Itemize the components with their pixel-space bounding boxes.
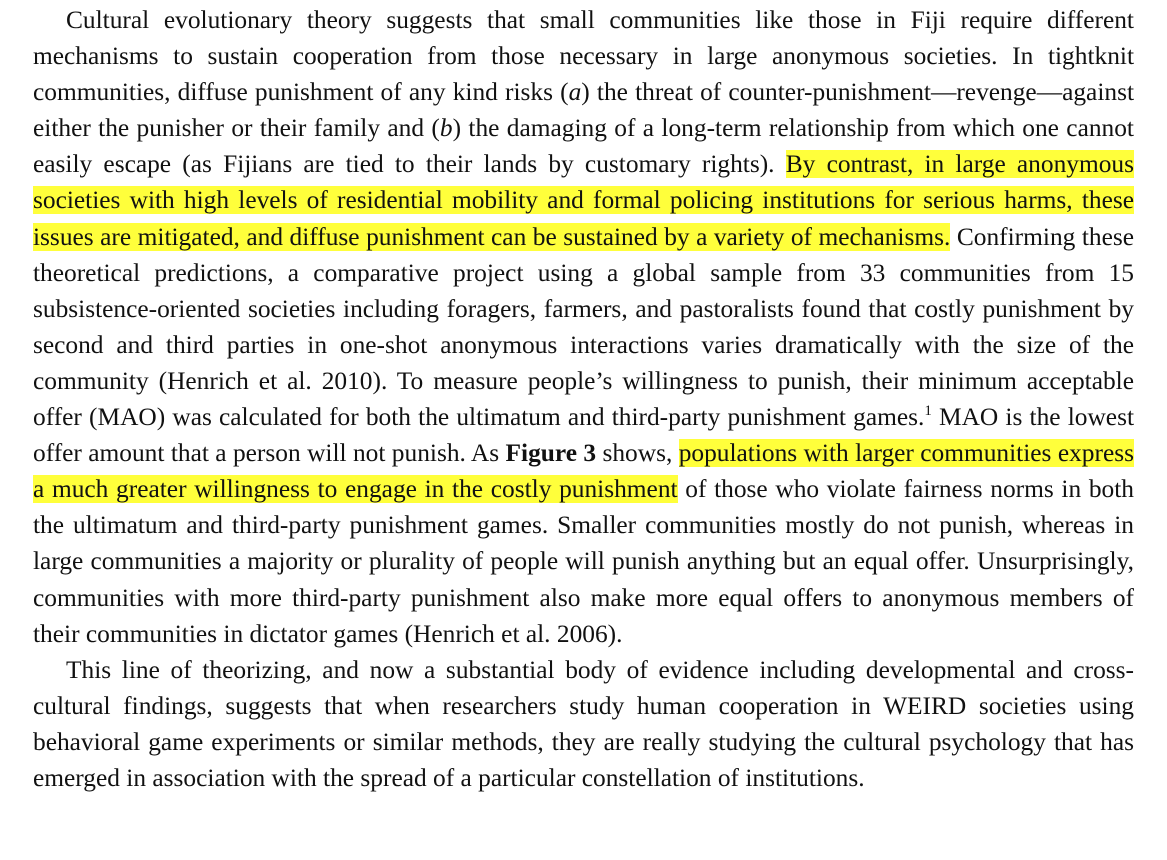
paragraph-text: Cultural evolutionary theory suggests that small communities like those in Fiji require different mechanisms to sustain cooperation from those necessary in large anonymous societies. In tightknit communities, diffuse punishment of any kind risks (: [33, 6, 1134, 107]
paragraph-text: ) the threat of counter-punishment—revenge—against either the punisher or their family and (: [33, 78, 1135, 143]
document-page: [33, 2, 1134, 796]
paragraph-text: shows,: [596, 439, 679, 468]
paragraph-text: MAO is the lowest offer amount that a person will not punish. As: [33, 403, 1135, 468]
paragraph-text: of those who violate fairness norms in both the ultimatum and third-party punishment games. Smaller communities mostly do not punish, whereas in large communities a majority or plurality of people will punish anything but an equal offer. Unsurprisingly, communities with more third-party punishment also make more equal offers to anonymous members of their communities in dictator games (Henrich et al. 2006).: [33, 475, 1134, 648]
italic-label-b: b: [439, 114, 453, 143]
highlighted-passage-2[interactable]: populations with larger communities express a much greater willingness to engage in the costly punishment: [33, 439, 1134, 504]
paragraph-line-of-theorizing: [33, 652, 1134, 796]
paragraph-cultural-evolutionary-theory: [33, 2, 1134, 652]
paragraph-text: Confirming these theoretical predictions, a comparative project using a global sample from 33 communities from 15 subsistence-oriented societies including foragers, farmers, and pastoralists found that costly punishment by second and third parties in one-shot anonymous interactions varies dramatically with the size of the community (Henrich et al. 2010). To measure people’s willingness to punish, their minimum acceptable offer (MAO) was calculated for both the ultimatum and third-party punishment games.: [33, 222, 1134, 432]
italic-label-a: a: [568, 78, 582, 107]
paragraph-text: ) the damaging of a long-term relationship from which one cannot easily escape (as Fijians are tied to their lands by customary rights).: [33, 114, 1134, 179]
figure-reference[interactable]: Figure 3: [505, 439, 597, 468]
footnote-marker[interactable]: 1: [924, 403, 932, 420]
paragraph-text: This line of theorizing, and now a substantial body of evidence including developmental and cross-cultural findings, suggests that when researchers study human cooperation in WEIRD societies using behavioral game experiments or similar methods, they are really studying the cultural psychology that has emerged in association with the spread of a particular constellation of institutions.: [33, 655, 1134, 792]
highlighted-passage-1[interactable]: By contrast, in large anonymous societies with high levels of residential mobility and formal policing institutions for serious harms, these issues are mitigated, and diffuse punishment can be sustained by a variety of mechanisms.: [33, 150, 1134, 251]
